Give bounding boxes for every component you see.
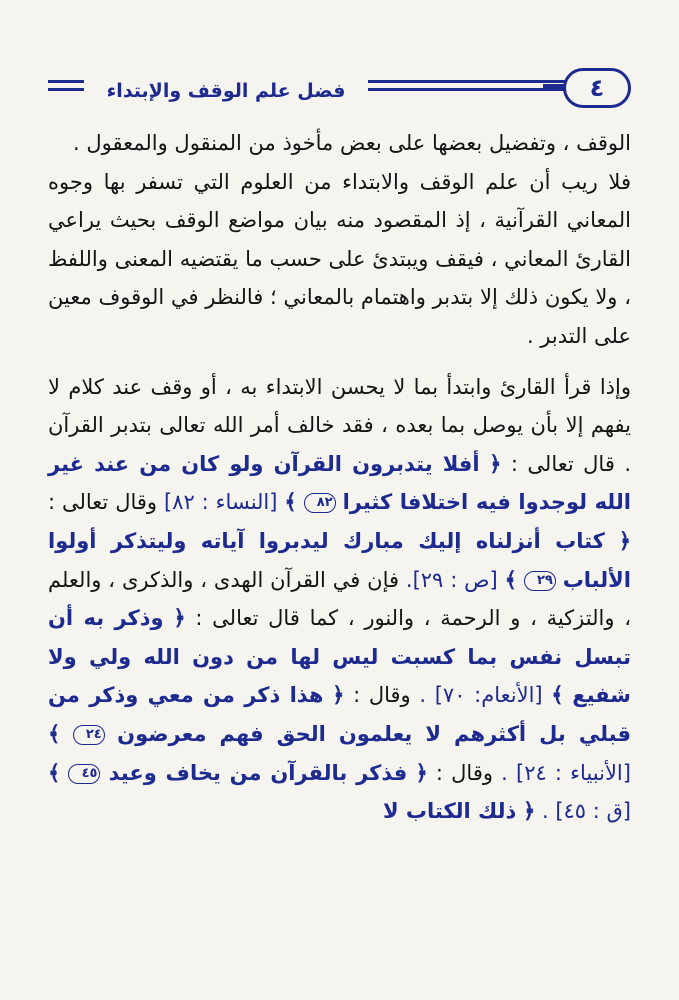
verse-bracket-close: ﴾: [284, 490, 297, 515]
verse-reference: [الأنعام: ٧٠] .: [419, 683, 543, 708]
verse-reference: [ق : ٤٥] .: [541, 799, 631, 824]
verse-bracket-close: ﴾: [48, 760, 61, 785]
page-body: [48, 124, 631, 831]
verse-bracket-close: ﴾: [551, 683, 564, 708]
verse-bracket-open: ﴿: [332, 683, 345, 708]
verse-bracket-close: ﴾: [504, 567, 517, 592]
paragraph: [48, 124, 631, 163]
verse-number: ٢٤: [73, 725, 105, 745]
verse-reference: [ص : ٢٩].: [405, 567, 498, 592]
paragraph-text: وقال تعالى :: [48, 490, 158, 515]
page-header: [48, 62, 631, 114]
header-rule: [48, 80, 84, 83]
paragraph-text: الوقف ، وتفضيل بعضها على بعض مأخوذ من المنقول والمعقول .: [73, 131, 631, 155]
verse-bracket-open: ﴿: [415, 760, 428, 785]
paragraph-text: وقال :: [435, 760, 493, 785]
book-title: فضل علم الوقف والإبتداء: [106, 80, 346, 102]
verse-number: ٤٥: [68, 764, 100, 784]
header-rule: [48, 88, 84, 91]
quran-verse: أفلا يتدبرون القرآن ولو كان من عند غير الله لوجدوا فيه اختلافا كثيرا: [48, 451, 631, 515]
paragraph: [48, 368, 631, 831]
page-number: ٤: [563, 68, 631, 108]
quran-verse: كتاب أنزلناه إليك مبارك ليدبروا آياته وليتذكر أولوا الألباب: [48, 528, 631, 592]
quran-verse: وذكر به أن تبسل نفس بما كسبت ليس لها من دون الله ولي ولا شفيع: [48, 606, 631, 708]
verse-reference: [الأنبياء : ٢٤] .: [501, 760, 631, 785]
verse-number: ٨٢: [304, 493, 336, 513]
verse-bracket-open: ﴿: [522, 799, 536, 824]
verse-bracket-open: ﴿: [618, 528, 631, 553]
verse-number: ٢٩: [524, 571, 556, 591]
quran-verse: هذا ذكر من معي وذكر من قبلي بل أكثرهم لا يعلمون الحق فهم معرضون: [48, 683, 631, 746]
paragraph-text: فإن في القرآن الهدى ، والذكرى ، والعلم ، والتزكية ، و الرحمة ، والنور ، كما قال تعالى :: [48, 567, 631, 631]
paragraph-text: فلا ريب أن علم الوقف والابتداء من العلوم التي تسفر بها وجوه المعاني القرآنية ، إذ المقصود منه بيان مواضع الوقف بحيث يراعي القارئ المعاني ، فيقف ويبتدئ على حسب ما يقتضيه المعنى واللفظ ، ولا يكون ذلك إلا بتدبر واهتمام بالمعاني ؛ فالنظر في الوقوف معين على التدبر .: [48, 169, 631, 348]
quran-verse: ذلك الكتاب لا: [382, 799, 517, 824]
verse-bracket-open: ﴿: [489, 451, 502, 476]
verse-bracket-close: ﴾: [48, 721, 61, 746]
paragraph-text: وقال :: [353, 683, 411, 708]
verse-bracket-open: ﴿: [173, 606, 186, 631]
page-number-connector: [543, 84, 565, 89]
quran-verse: فذكر بالقرآن من يخاف وعيد: [108, 760, 408, 785]
verse-reference: [النساء : ٨٢]: [163, 490, 278, 515]
paragraph-text: وإذا قرأ القارئ وابتدأ بما لا يحسن الابتداء به ، أو وقف عند كلام لا يفهم إلا بأن يوصل بما بعده ، فقد خالف أمر الله تعالى بتدبر القرآن . قال تعالى :: [48, 374, 632, 476]
paragraph: [48, 163, 631, 356]
